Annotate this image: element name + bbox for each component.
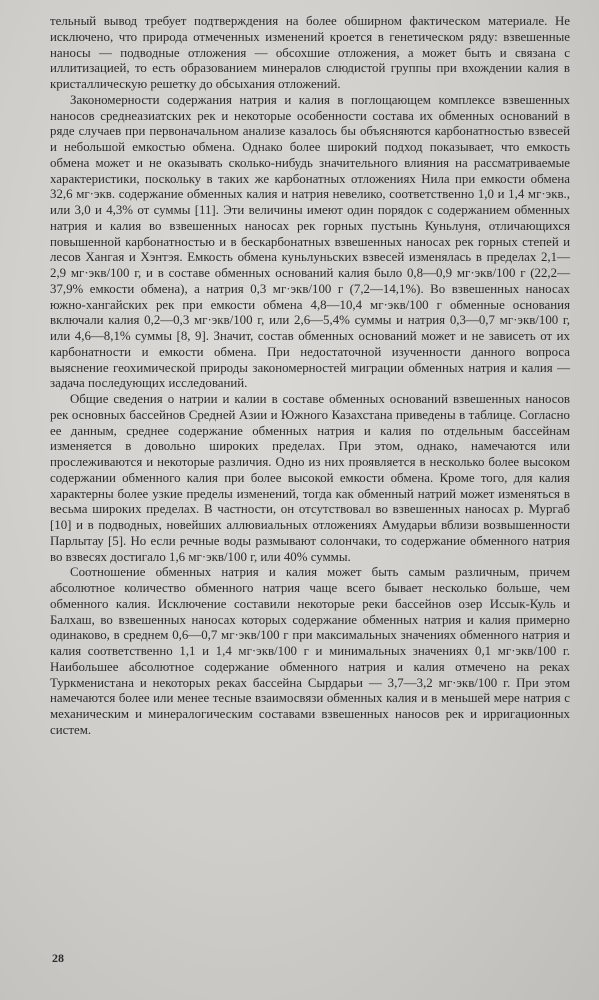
paragraph-general-info: Общие сведения о натрии и калии в составе обменных оснований взвешенных наносов рек основных бассейнов Средней Азии и Южного Казахстана приведены в таблице. Согласно ее данным, среднее содержание обменных натрия и калия по отдельным бассейнам изменяется в довольно широких пределах. При этом, однако, намечаются или прослеживаются и некоторые различия. Одно из них проявляется в несколько более высоком содержании обменного калия при более высокой емкости обмена. Кроме того, для калия характерны более узкие пределы изменений, тогда как обменный натрий может изменяться в весьма широких пределах. В частности, он отсутствовал во взвешенных наносах р. Мургаб [10] и в подводных, новейших аллювиальных отложениях Амударьи вблизи возвышенности Парлытау [5]. Но если речные воды размывают солончаки, то содержание обменного натрия во взвесях достигало 1,6 мг·экв/100 г, или 40% суммы.: [50, 392, 570, 564]
text-column: [50, 14, 570, 739]
paragraph-continuation: тельный вывод требует подтверждения на более обширном фактическом материале. Не исключено, что природа отмеченных изменений кроется в генетическом ряду: взвешенные наносы — подводные отложения — обсохшие отложения, а может быть и связана с иллитизацией, то есть образованием минералов слюдистой группы при вхождении калия в кристаллическую решетку до обсыхания отложений.: [50, 14, 570, 91]
paragraph-ratio: Соотношение обменных натрия и калия может быть самым различным, причем абсолютное количество обменного натрия чаще всего бывает несколько больше, чем обменного калия. Исключение составили некоторые реки бассейнов озер Иссык-Куль и Балхаш, во взвешенных наносах которых содержание обменных натрия и калия примерно одинаково, в среднем 0,6—0,7 мг·экв/100 г при максимальных значениях обменного натрия и калия соответственно 1,1 и 1,4 мг·экв/100 г и минимальных значениях 0,1 мг·экв/100 г. Наибольшее абсолютное содержание обменного натрия и калия отмечено на реках Туркменистана и некоторых реках бассейна Сырдарьи — 3,7—3,2 мг·экв/100 г. При этом намечаются более или менее тесные взаимосвязи обменных калия и в меньшей мере натрия с механическим и минералогическим составами взвешенных наносов рек и ирригационных систем.: [50, 565, 570, 737]
page-number: 28: [52, 951, 64, 965]
paragraph-exchange-capacity: Закономерности содержания натрия и калия в поглощающем комплексе взвешенных наносов среднеазиатских рек и некоторые особенности состава их обменных оснований в ряде случаев при первоначальном анализе казалось бы объясняются карбонатностью взвесей и небольшой емкостью обмена. Однако более широкий подход показывает, что емкость обмена может и не оказывать сколько-нибудь значительного влияния на рассматриваемые характеристики, поскольку в таких же карбонатных отложениях Нила при емкости обмена 32,6 мг·экв. содержание обменных калия и натрия невелико, соответственно 1,0 и 1,4 мг·экв., или 3,0 и 4,3% от суммы [11]. Эти величины имеют один порядок с содержанием обменных натрия и калия во взвешенных наносах рек горных пустынь Куньлуня, отличающихся повышенной карбонатностью и в бескарбонатных взвешенных наносах рек горных степей и лесов Хангая и Хэнтэя. Емкость обмена куньлуньских взвесей изменялась в пределах 2,1—2,9 мг·экв/100 г, и в составе обменных оснований калия было 0,8—0,9 мг·экв/100 г (22,2—37,9% емкости обмена), а натрия 0,3 мг·экв/100 г (7,2—14,1%). Во взвешенных наносах южно-хангайских рек при емкости обмена 4,8—10,4 мг·экв/100 г обменные основания включали калия 0,2—0,3 мг·экв/100 г, или 2,6—5,4% суммы и натрия 0,3—0,7 мг·экв/100 г, или 4,6—8,1% суммы [8, 9]. Значит, состав обменных оснований может и не зависеть от их карбонатности и емкости обмена. При недостаточной изученности данного вопроса выяснение геохимической природы закономерностей миграции обменных натрия и калия — задача последующих исследований.: [50, 92, 570, 391]
